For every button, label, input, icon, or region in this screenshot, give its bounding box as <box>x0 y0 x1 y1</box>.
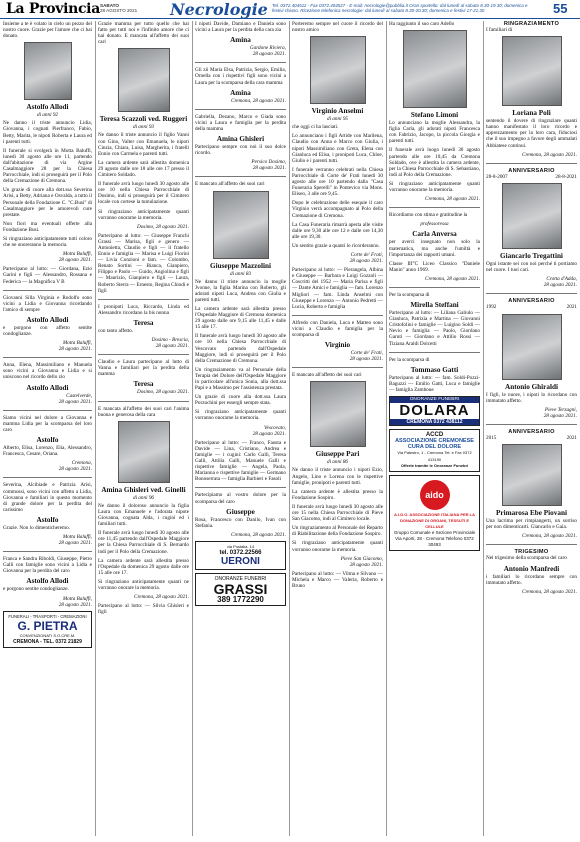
place: Cremona, <box>71 460 92 467</box>
deceased-name: Astolfo Allodi <box>26 383 69 392</box>
place: Corte de' Frati, <box>350 350 383 357</box>
date: 28 agosto 2021. <box>58 540 92 547</box>
year-range <box>486 174 577 180</box>
text: Partecipano sempre con noi il suo dolce ricordo. <box>195 144 286 157</box>
divider <box>195 62 286 63</box>
deceased-name: Astolfo <box>36 515 59 524</box>
column-2 <box>98 21 189 836</box>
year-end: 2021 <box>566 434 577 441</box>
divider <box>195 109 286 110</box>
place: Corte de' Frati, <box>350 251 383 258</box>
deceased-name: Virginio <box>324 341 351 350</box>
deceased-name: Teresa <box>133 380 154 389</box>
issue-date-text: 28 AGOSTO 2021 <box>100 8 138 13</box>
place-date: Cremona, 28 agosto 2021. <box>134 594 189 601</box>
deceased-name: Teresa <box>133 318 154 327</box>
text: per averci insegnato non solo la matematica, ma anche l'umiltà e l'importanza dei rapporti umani. <box>389 239 480 258</box>
advert-pietra <box>3 611 92 648</box>
place: Motta Baluffi, <box>62 340 92 347</box>
place: Crotta d'Adda, <box>546 276 577 283</box>
aido-logo: aido <box>420 480 450 510</box>
text: Severina, Alcibiade e Patrizia Arisi, commossi, sono vicini con affetto a Lidia, Giovanna e familiari in questo momento di grande dolore per la perdita del carissimo <box>3 482 92 513</box>
portrait-photo <box>310 381 366 447</box>
portrait-photo <box>24 42 72 100</box>
column-4 <box>292 21 383 836</box>
place: Castelverde, <box>66 392 92 399</box>
ad-phone: CREMONA - TEL. 0372 21829 <box>13 638 82 645</box>
section-heading: ANNIVERSARIO <box>508 428 555 435</box>
text: Si ringraziano anticipatamente quanti vorranno onorarne la memoria. <box>389 180 480 194</box>
divider <box>292 315 383 316</box>
deceased-name: Amina Ghisleri <box>216 135 265 144</box>
divider <box>486 544 577 545</box>
deceased-name: Astolfo Allodi <box>26 577 69 586</box>
ad-name: ASSOCIAZIONE CREMONESE CURA DEL DOLORE <box>395 438 474 451</box>
text: Siamo vicini nel dolore a Giovanna e mamma Lidia per la scomparsa del loro caro <box>3 414 92 433</box>
age: di anni 93 <box>132 124 155 131</box>
text: Si ringraziano anticipatamente quanti ne vorranno onorare la memoria. <box>98 578 189 591</box>
place-date: Cremona, 28 agosto 2021. <box>425 275 480 282</box>
deceased-name: Amina <box>230 36 251 45</box>
divider <box>98 354 189 355</box>
condolence-list: Partecipano al lutto: — Silvia Ghisleri e figli <box>98 603 189 616</box>
year-start: 2015 <box>486 434 497 441</box>
age: di anni 95 <box>326 116 349 123</box>
text: Per la scomparsa di <box>389 291 430 298</box>
section-heading: RINGRAZIAMENTO <box>503 21 560 27</box>
text: Si ringraziano anticipatamente quanti vorranno onorarne la memoria. <box>292 540 383 553</box>
divider <box>486 293 577 294</box>
portrait-photo <box>118 421 170 483</box>
year-end: 2021 <box>566 304 577 311</box>
text: con tanto affetto. <box>98 327 134 334</box>
column-5 <box>389 21 480 836</box>
column-1 <box>3 21 92 836</box>
ad-name: DOLARA <box>399 402 470 420</box>
place-date: Cremona, 28 agosto 2021. <box>522 533 577 540</box>
contact-info: Tel. 0372.404511 - Fax 0372.404527 - E-mail: necrologie@pubblia.it Orari sportello: dal lunedì al sabato 8.30-19.30; domenica e festivi chiuso. Ricezione telefonica necrologie: dal lunedì al sabato 8.30-20.30; domenica e festivi 17-21.30 <box>272 3 528 14</box>
date: 28 agosto 2021. <box>58 398 92 405</box>
text: Gabriella, Dezano, Marco e Giada sono vicini a Laura e famiglia per la perdita della mamma <box>195 113 286 132</box>
text: e porgono con affetto sentite condoglianze. <box>3 324 92 337</box>
text: Il funerale avrà luogo lunedì 30 agosto alle ore 15 nella Chiesa Parrocchiale di Pieve San Giacomo, indi al Cimitero locale. <box>292 503 383 523</box>
advert-grassi <box>195 573 286 606</box>
place-date: Cremona, 28 agosto 2021. <box>231 531 286 538</box>
newspaper-brand: La Provincia <box>6 1 100 17</box>
ad-name: UERONI <box>221 556 260 568</box>
text: Un ringraziamento va al Personale della Terapia del Dolore dell'Ospedale Maggiore in particolare all'unica Sonia, alla dott.ssa Papi e a Massimo per l'assistenza prestata. <box>195 366 286 392</box>
ad-name: GRASSI <box>213 581 268 598</box>
section-heading: ANNIVERSARIO <box>508 167 555 174</box>
place: Vescovato, <box>263 424 286 431</box>
ad-address: via Postalia, 14 <box>226 543 255 549</box>
deceased-name: Mirella Steffani <box>410 301 459 310</box>
deceased-name: Astolfo Allodi <box>26 103 69 112</box>
date: 28 agosto 2021. <box>58 466 92 473</box>
ad-phone: tel. 0372.22566 <box>219 549 262 556</box>
ad-tagline: FUNERALI - TRASPORTI - CREMAZIONI <box>8 613 87 619</box>
divider <box>3 290 92 291</box>
section-heading: TRIGESIMO <box>514 549 549 556</box>
divider <box>389 287 480 288</box>
deceased-name: Giuseppe Pari <box>315 450 360 459</box>
place: Pieve San Giacomo, <box>340 555 383 562</box>
condolence-list: Partecipano al lutto: — Pierangela, Albina e Giuseppe — Barbara e Luigi Gozzoli — Coscritti del 1952 — Maria Parisa e figli — Dante Amici e famiglia — fam. Lorenzo Migliori — fam. Linda Anselmi con Giuseppe e Lorenzo — Antonio Pedretti — Lucia, Roberto e famiglia <box>292 267 383 310</box>
place-date: Cremona, 28 agosto 2021. <box>425 196 480 203</box>
text: i familiari lo ricordano sempre con immutato affetto. <box>486 573 577 586</box>
divider <box>389 352 480 353</box>
portrait-photo <box>403 30 467 108</box>
column-divider <box>192 21 193 836</box>
age: di anni 86 <box>326 459 349 466</box>
portrait-photo <box>502 183 562 249</box>
deceased-name: Virginio Anselmi <box>311 107 364 116</box>
place-date: Cremona, 28 agosto 2021. <box>522 588 577 595</box>
divider <box>3 410 92 411</box>
deceased-name: Antonio Manfredi <box>503 564 560 573</box>
text: Giovanni Silla Virginia e Rodolfo sono vicini a Lidia e Giovanna ricordando l'amico di sempre <box>3 294 92 313</box>
date: 28 agosto 2021. <box>349 356 383 363</box>
place: Gardone Riviera, <box>249 45 286 52</box>
place-date: Cremona, 28 agosto 2021. <box>522 151 577 158</box>
text: Ricordiamo con stima e gratitudine la <box>389 212 468 219</box>
issue-day: SABATO <box>100 3 119 8</box>
column-divider <box>289 21 290 836</box>
column-3 <box>195 21 286 836</box>
date: 28 agosto 2021. <box>155 343 189 350</box>
text: E mancato all'affetto dei suoi cari <box>195 181 265 188</box>
divider <box>3 551 92 552</box>
text: I familiari di <box>486 27 513 34</box>
divider <box>486 163 577 164</box>
text: Rosa, Francesco con Danilo, Ivan con Stefania. <box>195 516 286 529</box>
text: Un grazie di cuore alla dott.ssa Laura Porzuchini per essergli sempre stata. <box>195 394 286 407</box>
ad-phone: CREMONA 0372 438112 <box>390 419 479 425</box>
condolence-list: Partecipano al lutto: — fam. Soldi-Pozzi-Baguzzi — Emilio Gatti, Luca e famiglie — famiglia Zambone <box>389 374 480 393</box>
deceased-name: Teresa Scazzoli ved. Ruggeri <box>99 115 188 124</box>
text: I pronipoti Luca, Riccardo, Linda ed Alessandro ricordano la bis nonna <box>98 303 189 316</box>
column-divider <box>483 21 484 836</box>
condolence-list: Partecipano al lutto: — Giuseppe Franchi Grassi — Marisa, figli e genero — Antonietta, Claudio e figli — il fratello Ennio e famiglia — Marisa e Luigi Fiorini — Livia Conzioni e fam. — Colombo, Renato Sortini — Bianca, Gianpiero, Filippo e Paolo — Guido, Angiolina e figli — Maurizio, Gianpiero e figli — Laura, Roberto Sterra — Ernesto, Regina Chiodi e figli <box>98 232 189 294</box>
place-date: Dosimo, 28 agosto 2021. <box>136 389 189 396</box>
ad-subtitle: CONVENZIONATI S.O.CRE.M. <box>19 632 76 638</box>
divider <box>389 207 480 208</box>
text: Si ringraziano anticipatamente tutti coloro che ne onoreranno la memoria. <box>3 235 92 249</box>
column-6 <box>486 21 577 836</box>
deceased-name: Stefano Limoni <box>410 111 459 120</box>
divider <box>195 176 286 177</box>
date: 28 agosto 2021. <box>58 346 92 353</box>
ad-address: Gruppo Comunale e Sezione Provinciale Via Aporti, 28 - Cremona Telefono 0372 30493 <box>393 530 476 548</box>
portrait-photo <box>502 36 562 106</box>
ad-name: A.I.D.O. ASSOCIAZIONE ITALIANA PER LA DONAZIONE DI ORGANI, TESSUTI E CELLULE <box>394 511 475 529</box>
place-date: Dosimo, 28 agosto 2021. <box>136 223 189 230</box>
deceased-name: Antonio Ghiraldi <box>505 382 558 391</box>
text: Una lacrima per rimpiangerti, un sorriso per non dimenticarti. Giancarlo e Gaia. <box>486 518 577 531</box>
text: Classe III°C Liceo Classico "Daniele Manin" anno 1969. <box>389 260 480 273</box>
text: La Casa Funeraria rimarrà aperta alle visite dalle ore 9,30 alle ore 12 e dalle ore 14,30 alle ore 19,30. <box>292 221 383 240</box>
text: La camera ardente sarà allestita presso l'Ospedale Maggiore di Cremona domenica 29 agosto dalle ore 9,15 alle 11,45 e dalle 15 alle 17. <box>195 305 286 331</box>
text: Porteremo sempre nel cuore il ricordo del nostro amico <box>292 21 383 34</box>
divider <box>292 367 383 368</box>
text: Claudio e Laura partecipano al lutto di Vanna e familiari per la perdita della mamma <box>98 359 189 378</box>
deceased-name: Giuseppe <box>226 507 255 516</box>
place: Motta Baluffi, <box>62 533 92 540</box>
ad-phone: 389 1772290 <box>217 595 264 605</box>
portrait-photo <box>118 48 170 112</box>
text: Un grazie di cuore alla dott.ssa Severina Arisi, a Betty, Adriana e Osvalda, a tutto il Personale della Fondazione C. "C.Busi" di Casalmaggiore per le amorevoli cure prestate. <box>3 187 92 218</box>
deceased-name: Giuseppe Mazzolini <box>210 261 271 270</box>
column-divider <box>95 21 96 836</box>
text: La camera ardente è allestita presso la Fondazione Sospiro. <box>292 488 383 501</box>
deceased-name: Loriana Poli <box>512 109 551 118</box>
deceased-name: Tommaso Gatti <box>410 365 459 374</box>
text: Il funerale avrà luogo lunedì 30 agosto alle ore 11,45 partendo dall'Ospedale Maggiore per la Chiesa Parrocchiale di S. Bernardo indi per il Polo della Cremazione. <box>98 530 189 555</box>
text: Partecipiamo al vostro dolore per la scomparsa del caro <box>195 492 286 505</box>
date: 28 agosto 2021. <box>252 51 286 58</box>
divider <box>3 477 92 478</box>
ad-tagline: ONORANZE FUNEBRI <box>390 397 479 403</box>
condolence-list: Partecipano al lutto: — Liliana Galiulo — Gianluca, Patrizia e Martina — Giovanni Cristofolini e famiglie — Luigino Soldi — Nevio e famiglia — Paolo, Giordano Garuti — Giordano e Attilio Rossi — Tiziana Araldi Dolcetti <box>389 310 480 347</box>
text: E mancato all'affetto dei suoi cari <box>292 372 362 379</box>
year-end: 28-8-2021 <box>555 173 577 180</box>
text: Ne danno il triste annuncio i nipoti Ezio, Angelo, Lino e Lorena con le rispettive famiglie, pronipoti e parenti tutti. <box>292 467 383 486</box>
year-range <box>486 304 577 310</box>
text: Il funerale avrà luogo lunedì 30 agosto alle ore 10 nella Chiesa Parrocchiale di Dosimo, indi si proseguirà per il Cimitero locale con cortese la tumulazione. <box>98 181 189 206</box>
place: Motta Baluffi, <box>62 595 92 602</box>
portrait-photo <box>310 36 366 104</box>
divider <box>486 424 577 425</box>
deceased-name: Astolfo <box>36 436 59 445</box>
divider <box>98 299 189 300</box>
text: Grazie mamma per tutto quello che hai fatto per tutti noi e l'infinito amore che ci hai donato. E mancata all'affetto dei suoi cari <box>98 21 189 46</box>
text: Alberto, Elisa, Lorenzo, Elia, Alessandro, Francesca, Cesare, Oriana. <box>3 445 92 458</box>
ad-address: Via Palestro, 1 - Cremona Tel. e Fax 0372 413190 <box>397 450 472 462</box>
issue-date <box>100 3 137 13</box>
condolence-list: Partecipano al lutto: — Vilma e Silvano — Michela e Marco — Valeria, Roberto e Bruno <box>292 570 383 589</box>
text: I funerale verranno celebrati nella Chiesa Parrocchiale di Corte de' Frati lunedì 30 agosto alle ore 10 partendo dalla "Casa Funeraria Sperelli" in Pontevico via Mons. Eliseo, 3 alle ore 9,45. <box>292 166 383 198</box>
column-divider <box>386 21 387 836</box>
place: Dosimo - Brescia, <box>151 337 189 343</box>
text: Lo annunciano la moglie Alessandra, la figlia Carla, gli adorati nipoti Francesca con Fabrizio, Jacopo, la piccola Giorgia e parenti tutti. <box>389 120 480 145</box>
ad-name: G. PIETRA <box>17 618 78 633</box>
year-start: 28-8-2007 <box>486 173 508 180</box>
divider <box>98 401 189 402</box>
place: Pieve Terzagni, <box>544 406 577 413</box>
text: E mancata all'affetto dei suoi cari l'anima buona e generosa della cara <box>98 405 189 418</box>
age: di anni 96 <box>132 494 155 501</box>
text: Ogni istante sei con noi perché ti portiamo nel cuore. I tuoi cari. <box>486 260 577 274</box>
condolence-list: Partecipano al lutto: — Franco, Fausta e Davide — Lina, Cristiano, Andrea e famiglie — i cugini: Carlo Galli, Teresa Galli, Attilia Galli, Manuele Galli e rispettive famiglie — Angela, Paola, Marianna e rispettive famiglie — Germano Bonoserrata — famiglia Barbieri e Fasoli <box>195 439 286 483</box>
divider <box>195 487 286 488</box>
portrait-photo <box>502 314 562 380</box>
portrait-photo <box>213 191 269 259</box>
text: La camera ardente sarà allestita presso l'Ospedale da domenica 29 agosto dalle ore 15 alle ore 17. <box>98 557 189 576</box>
place-date: Cremona, 28 agosto 2021. <box>231 97 286 104</box>
advert-aido <box>389 475 480 552</box>
text: Un ringraziamento al Personale del Reparto di Riabilitazione della Fondazione Sospiro. <box>292 525 383 538</box>
divider <box>3 357 92 358</box>
date: 28 agosto 2021. <box>543 282 577 289</box>
text: Ha raggiunto il suo caro Adello <box>389 21 455 27</box>
text: Grazie. Non lo dimenticheremo. <box>3 524 70 531</box>
text: Alfredo con Daniela, Luca e Matteo sono vicini a Claudio e famiglia per la scomparsa di <box>292 319 383 338</box>
portrait-photo <box>502 444 562 506</box>
text: Ne danno il doloroso annuncio la figlia Laura con Emanuele e l'adorata nipote Giovanna, cognata Alda, i cugini ed i familiari tutti. <box>98 502 189 528</box>
advert-dolara <box>389 396 480 426</box>
text: Per la scomparsa di <box>389 356 430 363</box>
year-range <box>486 435 577 441</box>
deceased-name: Giancarlo Tregattini <box>500 251 563 260</box>
date: 28 agosto 2021. <box>349 561 383 568</box>
deceased-name: Amina Ghisleri ved. Ginelli <box>101 485 186 494</box>
page-number: 55 <box>553 1 568 16</box>
ad-logo-text: ACCD <box>425 432 444 439</box>
advert-accd <box>389 429 480 472</box>
date: 28 agosto 2021. <box>58 257 92 264</box>
date: 28 agosto 2021. <box>543 412 577 419</box>
text: Ne danno il triste annuncio Lidia, Giovanna, i cognati Pierfranco, Fabio, Betty, Marita, le nipoti Roberta e Laura ed i parenti tutti. <box>3 120 92 145</box>
age: di anni 92 <box>36 112 59 119</box>
advert-ueroni <box>195 541 286 570</box>
condolence-list: Partecipano al lutto: — Giordana, Ezio Garini e figli — Alessandro, Rossana e Federica — la Magnifica V B <box>3 266 92 285</box>
text: I nipoti Davide, Damiano e Daniela sono vicini a Laura per la perdita della cara zia <box>195 21 286 34</box>
text: Lo annunciano i figli Artide con Marilena, Claudio con Anna e Marco con Giulia, i nipoti Massimiliano con Greta, Elena con Gianluca ed Elisa, i pronipoti Luca, Chloe, Giulio e i parenti tutti. <box>292 133 383 164</box>
text: Franca e Sandra Riboldi, Giuseppe, Pietro Galli con famiglie sono vicini a Lidia e Giovanna per la perdita del caro <box>3 556 92 575</box>
ad-note: Offerte tramite le Onoranze Funebri <box>400 462 469 468</box>
date: 28 agosto 2021. <box>58 601 92 608</box>
title: professoressa <box>420 221 449 228</box>
date: 28 agosto 2021. <box>252 430 286 437</box>
place: Persico Dosimo, <box>251 159 286 166</box>
place: Motta Baluffi, <box>62 251 92 258</box>
section-title: Necrologie <box>170 0 268 19</box>
text: Nel trigesimo della scomparsa del caro <box>486 555 567 562</box>
text: Un sentito grazie a quanti lo ricorderanno. <box>292 242 380 249</box>
deceased-name: Amina <box>230 88 251 97</box>
text: Gli zii Maria Elsa, Patrizia, Sergio, Emilia, Ornella con i rispettivi figli sono vicini a Laura per la scomparsa della cara mamma <box>195 67 286 86</box>
text: Il funerale avrà luogo lunedì 30 agosto alle ore 10 nella Chiesa Parrocchiale di Vescovato partendo dall'Ospedale Maggiore, indi si proseguirà per il Polo della Cremazione di Cremona. <box>195 333 286 364</box>
page-header <box>0 0 580 19</box>
section-heading: ANNIVERSARIO <box>508 298 555 305</box>
text: e porgono sentite condoglianze. <box>3 586 69 593</box>
text: che oggi ci ha lasciati. <box>292 124 339 131</box>
text: Il funerale si svolgerà in Motta Baluffi, lunedì 30 agosto alle ore 11, partendo dall'abitazione di via Argine Casalmaggiore 28 per la Chiesa Parrocchiale, indi si proseguirà per il Polo della Cremazione di Cremona. <box>3 147 92 185</box>
text: Ne danno il triste annuncio il figlio Vanni con Gino, Valter con Emanuela, le nipoti Cinzia, Chiara, Luisa, Margherita, i fratelli Ennio con Carmela e parenti tutti. <box>98 132 189 157</box>
deceased-name: Astolfo Allodi <box>26 315 69 324</box>
text: La camera ardente sarà allestita domenica 29 agosto dalle ore 18 alle ore 17 presso il Cimitero Soldado. <box>98 159 189 179</box>
text: Dopo le celebrazione delle esequie il caro Virginio verrà accompagnato al Polo della Cremazione di Cremona. <box>292 200 383 219</box>
text: Si ringraziano anticipatamente quanti vorranno onorarne la memoria. <box>98 208 189 221</box>
date: 28 agosto 2021. <box>349 258 383 265</box>
text: Insieme a te è volato in cielo un pezzo del nostro cuore. Grazie per l'amore che ci hai donato. <box>3 21 92 40</box>
ad-tagline: ONORANZE FUNEBRI <box>214 576 267 583</box>
text: Non fiori ma eventuali offerte alla Fondazione Busi. <box>3 220 92 233</box>
text: Ne danno il triste annuncio la moglie Jvonne, la figlia Marina con Roberto, gli adorati nipoti Luca, Andrea con Giulia e parenti tutti. <box>195 278 286 303</box>
deceased-name: Carla Anversa <box>412 230 457 239</box>
text: Il funerale avrà luogo lunedì 30 agosto partendo alle ore 10,45 da Cremona Soldado, ove è allestita la camera ardente, per la Chiesa Parrocchiale di S. Sebastiano, indi al Polo della Cremazione. <box>389 147 480 178</box>
date: 28 agosto 2021. <box>252 165 286 172</box>
deceased-name: Primarosa Ebe Piovani <box>496 509 567 518</box>
age: di anni 83 <box>229 270 252 277</box>
year-start: 1992 <box>486 304 497 311</box>
text: Anna, Elena, Massimiliano e Manuela sono vicini a Giovanna e Lidia e si uniscono nel ricordo dello zio <box>3 362 92 381</box>
text: sentendo il dovere di ringraziare quanti hanno manifestato il loro ricordo e apprezzamento per la loro cara, fiduciosi che il suo impegno a favore degli ammalati Abbiatese continui. <box>486 118 577 149</box>
text: I figli, le nuore, i nipoti lo ricordano con immutato affetto. <box>486 391 577 404</box>
text: Si ringraziano anticipatamente quanti vorranno onorarne la memoria. <box>195 409 286 422</box>
